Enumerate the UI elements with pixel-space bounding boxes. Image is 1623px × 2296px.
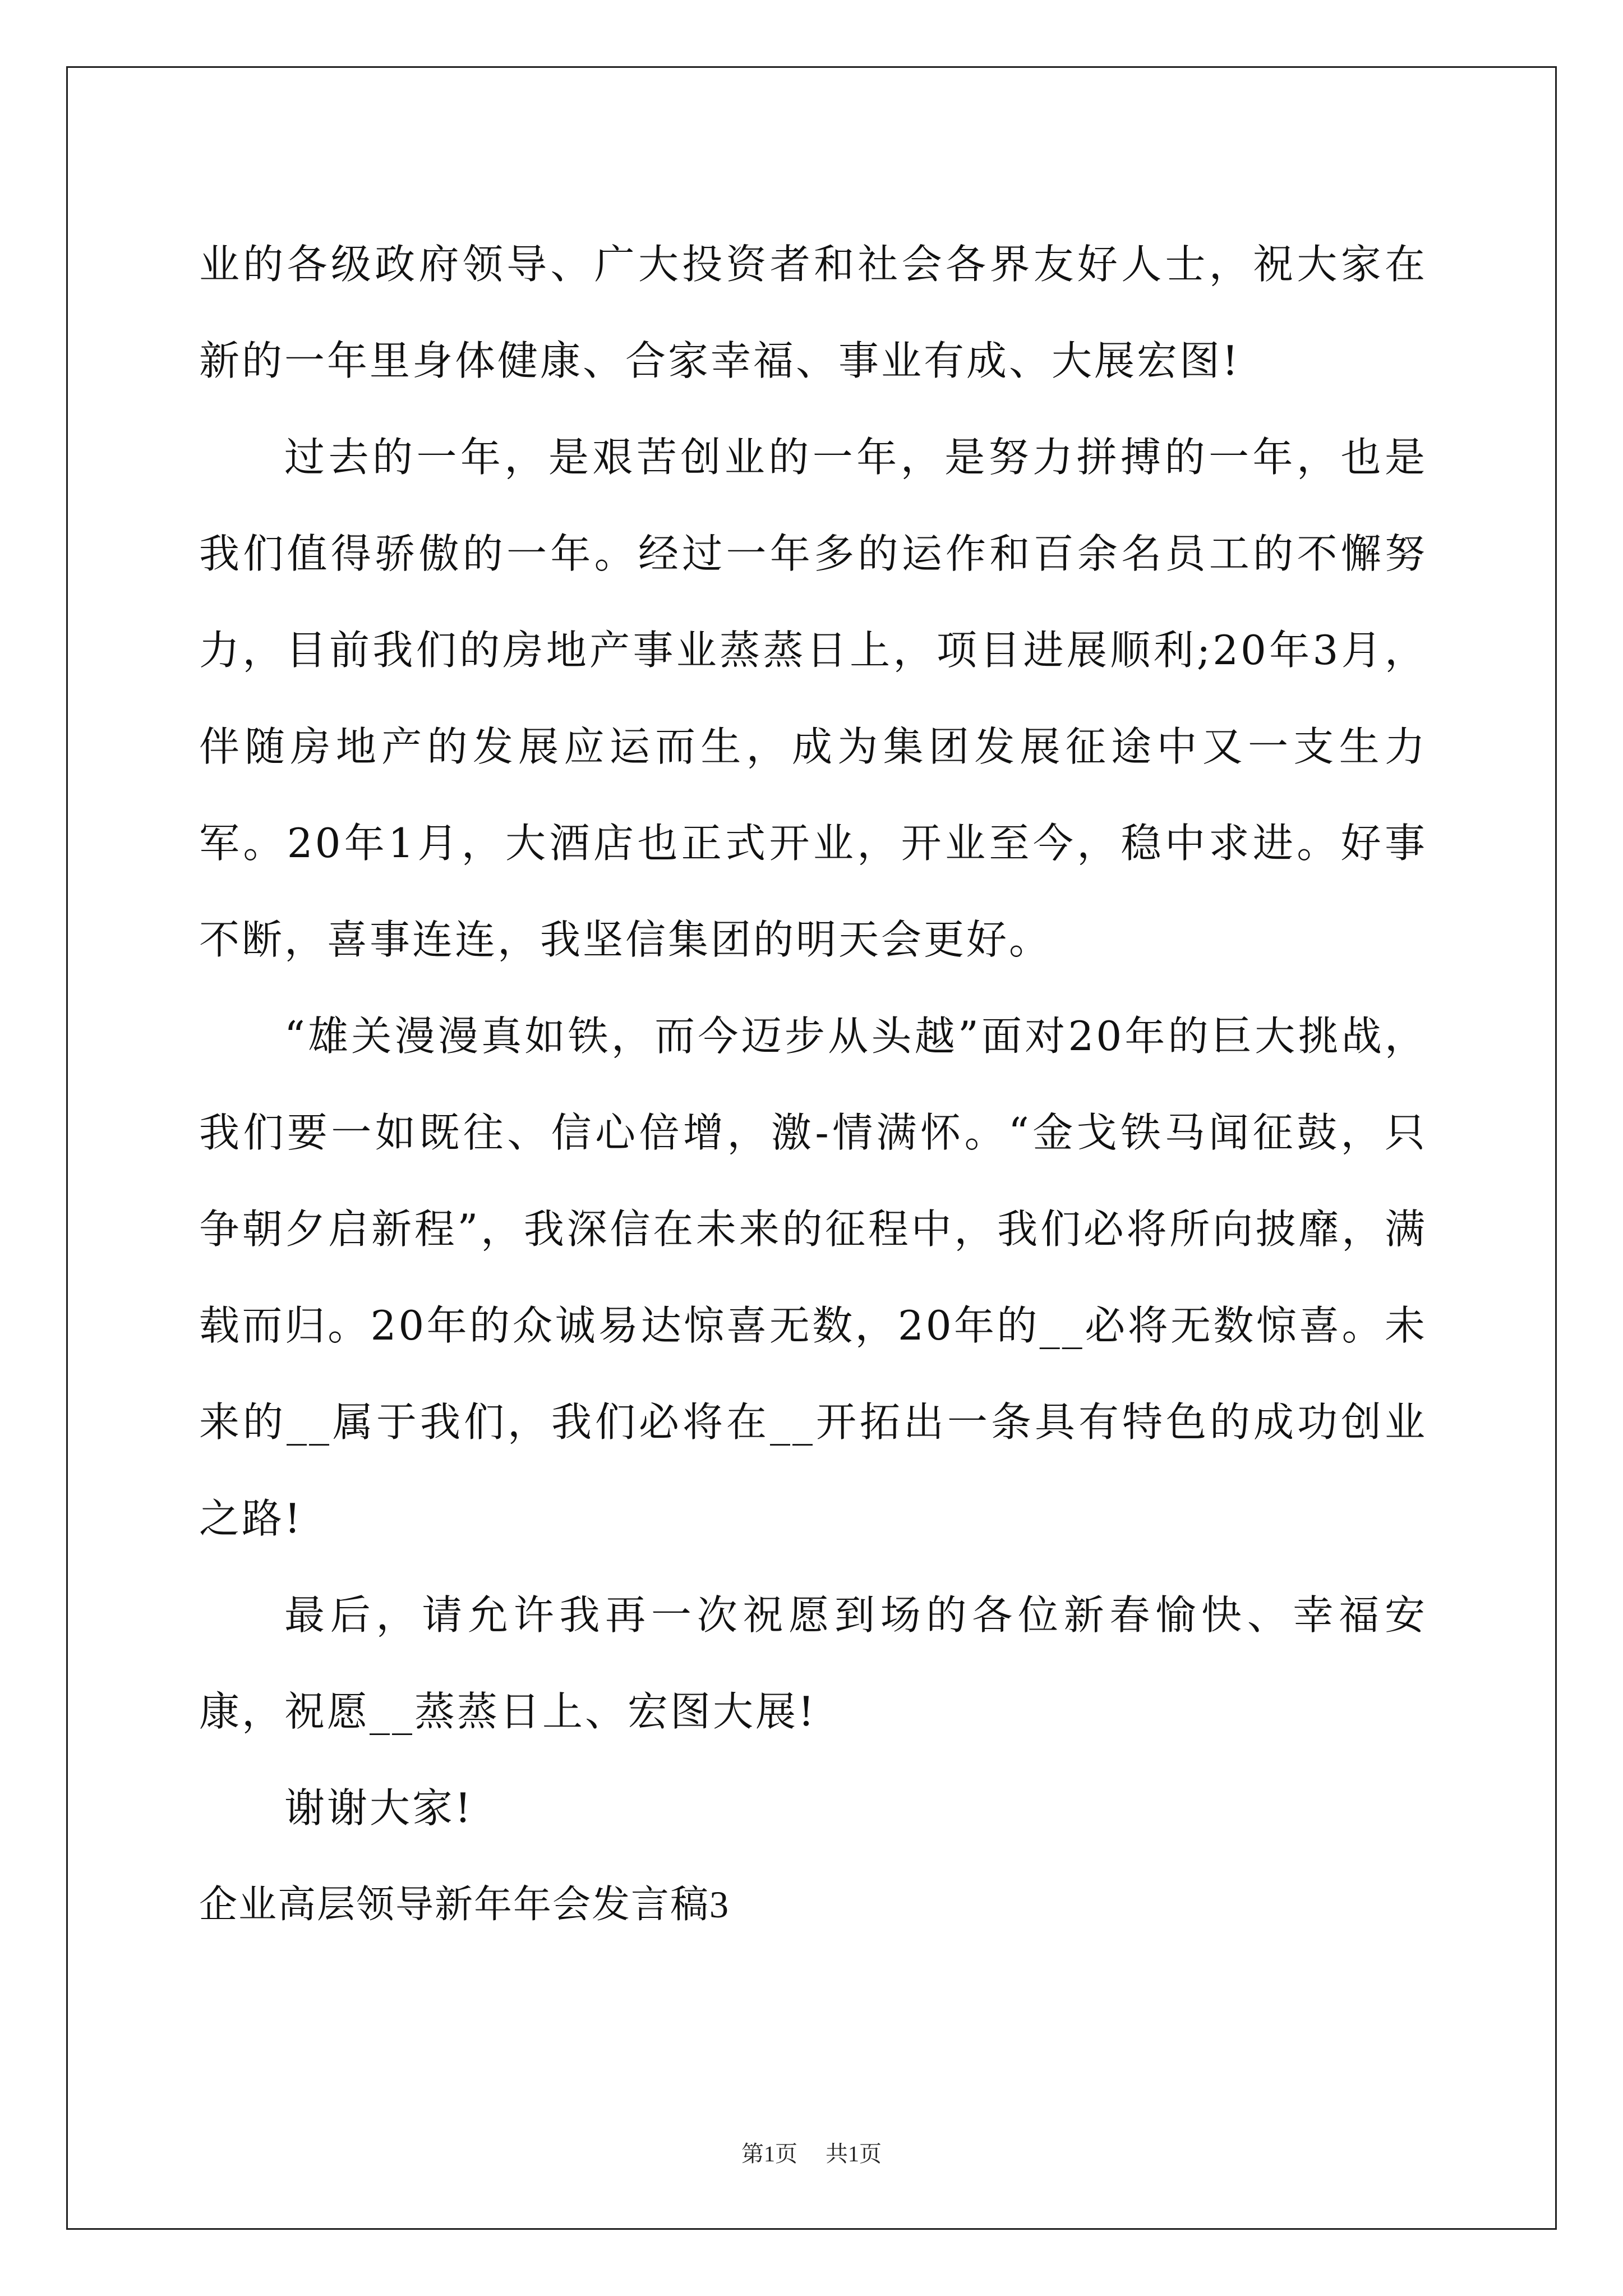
paragraph-continuation: 业的各级政府领导、广大投资者和社会各界友好人士，祝大家在新的一年里身体健康、合家幸福、事业有成、大展宏图! <box>199 241 1427 384</box>
page-footer <box>0 2136 1623 2168</box>
paragraph-thanks: 谢谢大家! <box>284 1784 473 1832</box>
paragraph-closing-wishes: 最后，请允许我再一次祝愿到场的各位新春愉快、幸福安康，祝愿__蒸蒸日上、宏图大展! <box>199 1591 1427 1735</box>
paragraph-past-year: 过去的一年，是艰苦创业的一年，是努力拼搏的一年，也是我们值得骄傲的一年。经过一年多的运作和百余名员工的不懈努力，目前我们的房地产事业蒸蒸日上，项目进展顺利;20年3月，伴随房地产的发展应运而生，成为集团发展征途中又一支生力军。20年1月，大酒店也正式开业，开业至今，稳中求进。好事不断，喜事连连，我坚信集团的明天会更好。 <box>199 434 1427 963</box>
paragraph-challenge: “雄关漫漫真如铁，而今迈步从头越”面对20年的巨大挑战，我们要一如既往、信心倍增，激-情满怀。“金戈铁马闻征鼓，只争朝夕启新程”，我深信在未来的征程中，我们必将所向披靡，满载而归。20年的众诚易达惊喜无数，20年的__必将无数惊喜。未来的__属于我们，我们必将在__开拓出一条具有特色的成功创业之路! <box>199 1013 1427 1542</box>
document-body <box>199 216 1427 1953</box>
page-number-current: 第1页 <box>741 2141 797 2166</box>
page-number-total: 共1页 <box>826 2141 882 2166</box>
section-heading: 企业高层领导新年年会发言稿3 <box>199 1883 730 1926</box>
